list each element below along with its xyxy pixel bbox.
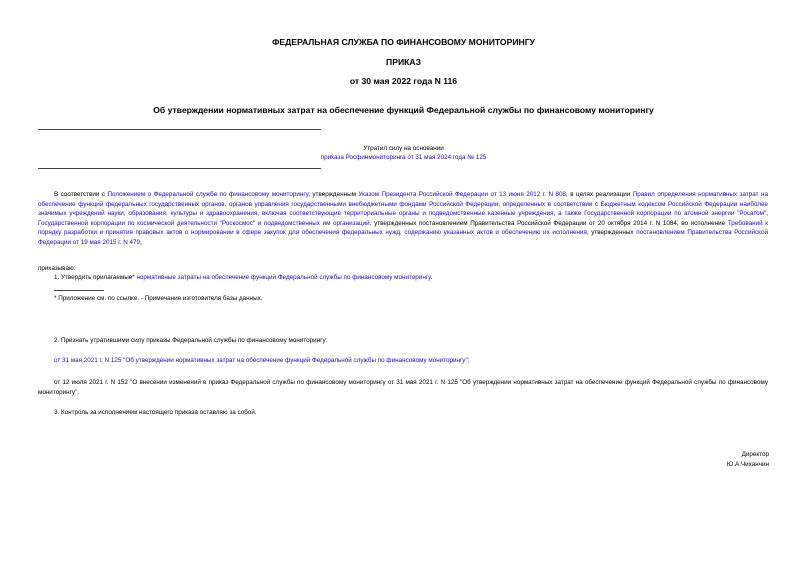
regulation-link[interactable]: Положением о Федеральной службе по финансовому мониторингу (107, 191, 309, 198)
preamble-text-6: , (140, 238, 142, 246)
resolution-link[interactable]: постановлением Правительства Российской Федерации от 19 мая 2015 г. N 479 (38, 229, 769, 246)
decree-link[interactable]: Указом Президента Российской Федерации от 13 июня 2012 г. N 808 (358, 191, 566, 198)
footnote: * Приложение см. по ссылке. - Примечание изготовителя базы данных. (54, 295, 263, 302)
requirements-link[interactable]: Требований к порядку разработки и принятия правовых актов о нормировании в сфере закупок для обеспечения федеральных нужд, содержанию указанных актов и обеспечению их исполнения (38, 219, 769, 237)
status-note-link[interactable]: приказа Росфинмониторинга от 31 мая 2024 года № 125 (320, 154, 487, 161)
preamble-text-1: В соответствии с (54, 191, 108, 198)
preamble-text-2: , утвержденным (308, 191, 359, 198)
date-number-heading: от 30 мая 2022 года N 116 (349, 76, 458, 86)
document-title: Об утверждении нормативных затрат на обеспечение функций Федеральной службы по финансовому мониторингу (153, 105, 654, 115)
agency-heading: ФЕДЕРАЛЬНАЯ СЛУЖБА ПО ФИНАНСОВОМУ МОНИТОРИНГУ (272, 37, 535, 47)
divider-bottom (38, 168, 321, 169)
footnote-divider (54, 290, 104, 291)
doc-type-heading: ПРИКАЗ (386, 57, 421, 67)
order-word: приказываю: (38, 265, 76, 272)
preamble-text-3: , в целях реализации (566, 191, 633, 198)
normative-costs-link[interactable]: нормативные затраты на обеспечение функций Федеральной службы по финансовому мониторингу (136, 274, 431, 281)
item-1-suffix: . (430, 274, 433, 281)
item-3: 3. Контроль за исполнением настоящего приказа оставляю за собой. (54, 409, 257, 416)
signature-position: Директор (741, 451, 769, 458)
item-2-sub-1-link[interactable]: от 31 мая 2021 г. N 125 "Об утверждении нормативных затрат на обеспечение функций Федеральной службы по финансовому мониторингу"; (54, 357, 470, 364)
preamble-text-4: , утвержденных постановлением Правительства Российской Федерации от 20 октября 2014 г. N 1084, во исполнение (369, 219, 728, 227)
item-1-prefix: 1. Утвердить прилагаемые* (54, 274, 137, 281)
preamble-text-5: , утвержденных (586, 229, 637, 237)
item-2: 2. Признать утратившими силу приказы Федеральной службы по финансовому мониторингу: (54, 337, 328, 344)
signature-name: Ю.А.Чиханчин (726, 461, 769, 468)
preamble-paragraph (38, 190, 768, 248)
item-1 (54, 274, 432, 281)
divider-top (38, 129, 321, 130)
status-note-text: Утратил силу на основании (363, 145, 444, 152)
item-2-sub-2: от 12 июля 2021 г. N 152 "О внесении изменений в приказ Федеральной службы по финансовому мониторингу от 31 мая 2021 г. N 125 "Об утверждении нормативных затрат на обеспечение функций Федеральной службы по финансовому мониторингу". (38, 379, 768, 396)
rules-link[interactable]: Правил определения нормативных затрат на обеспечение функций федеральных государственных органов, органов управления государственными внебюджетными фондами Российской Федерации, определенных в соответствии с Бюджетным кодексом Российской Федерации наиболее значимых учреждений науки, образования, культуры и здравоохранения, включая соответствующие территориальные органы и подведомственные казенные учреждения, а также Государственной корпорации по атомной энергии "Росатом", Государственной корпорации по космической деятельности "Роскосмос" и подведомственных им организаций (38, 191, 768, 227)
